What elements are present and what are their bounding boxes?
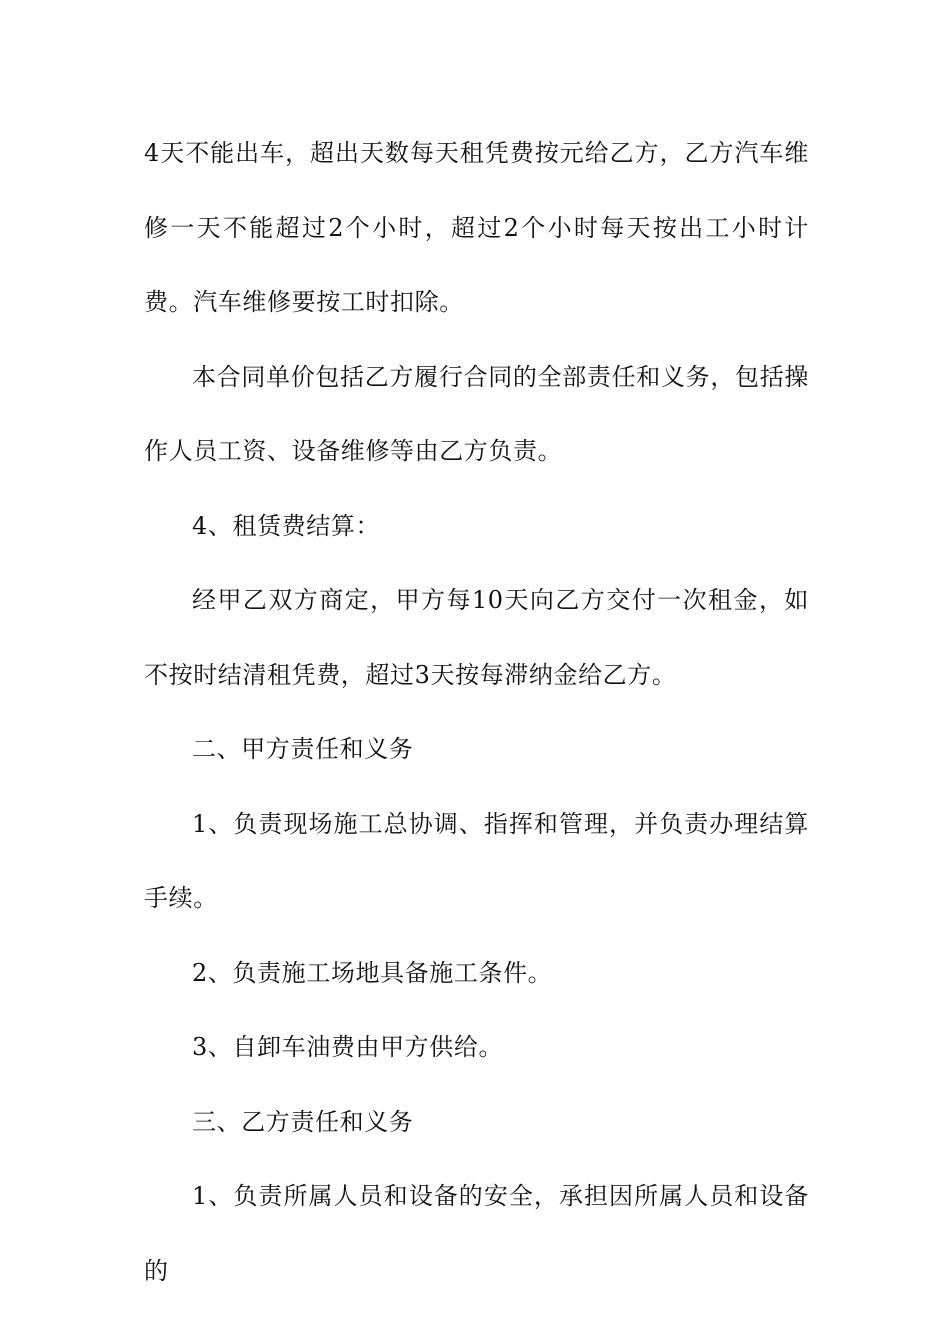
section-heading-3: 三、乙方责任和义务 <box>192 1107 414 1136</box>
paragraph-3: 4、租赁费结算： <box>192 511 381 540</box>
paragraph-4: 经甲乙双方商定，甲方每10天向乙方交付一次租金，如不按时结清租凭费，超过3天按每滞纳金给乙方。 <box>144 586 809 689</box>
section-heading-2: 二、甲方责任和义务 <box>192 735 414 763</box>
paragraph-10: 1、负责所属人员和设备的安全，承担因所属人员和设备的 <box>144 1182 809 1285</box>
paragraph-8: 3、自卸车油费由甲方供给。 <box>192 1033 504 1061</box>
document-body <box>144 116 809 1308</box>
paragraph-2: 本合同单价包括乙方履行合同的全部责任和义务，包括操作人员工资、设备维修等由乙方负责。 <box>144 362 809 465</box>
paragraph-1: 4天不能出车，超出天数每天租凭费按元给乙方，乙方汽车维修一天不能超过2个小时，超过2个小时每天按出工小时计费。汽车维修要按工时扣除。 <box>144 139 809 316</box>
paragraph-6: 1、负责现场施工总协调、指挥和管理，并负责办理结算手续。 <box>144 809 809 912</box>
paragraph-7: 2、负责施工场地具备施工条件。 <box>192 958 553 987</box>
